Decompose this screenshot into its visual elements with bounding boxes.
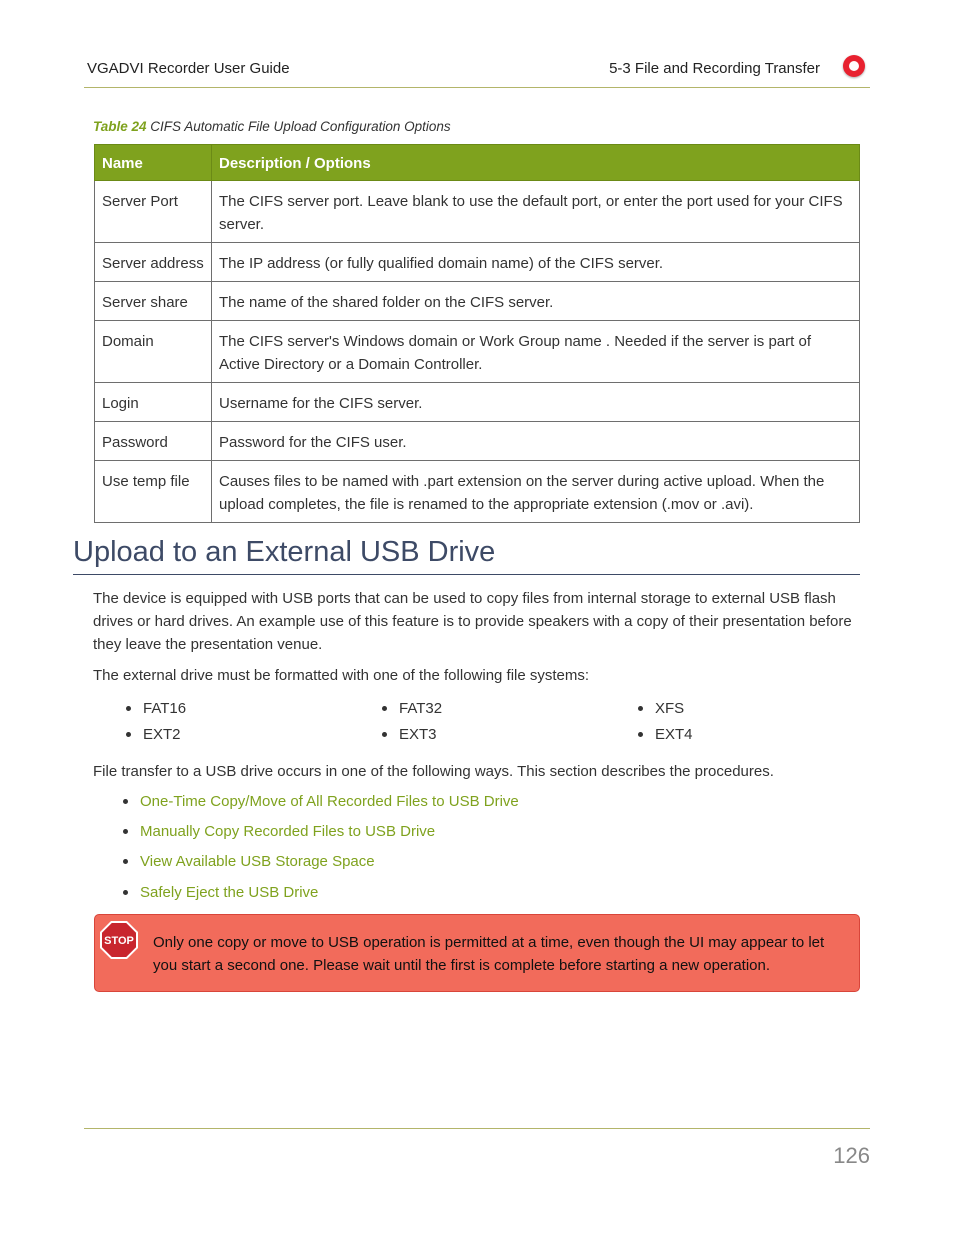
bullet-icon [382,706,387,711]
cell-name: Server share [95,282,212,321]
stop-sign-icon [99,920,139,960]
list-item [126,726,181,743]
list-item [123,884,318,901]
table-row [95,383,860,422]
table-row [95,461,860,523]
cell-name: Server Port [95,181,212,243]
cell-name: Login [95,383,212,422]
bullet-icon [638,732,643,737]
document-title: VGADVI Recorder User Guide [87,60,290,77]
cell-name: Password [95,422,212,461]
header-divider [84,87,870,88]
table-row [95,321,860,383]
cell-description: Causes files to be named with .part extension on the server during active upload. When the upload completes, the file is renamed to the appropriate extension (.mov or .avi). [212,461,860,523]
bullet-icon [638,706,643,711]
bullet-icon [123,799,128,804]
page-number: 126 [833,1143,870,1168]
cifs-options-table [94,144,860,523]
cell-description: The CIFS server port. Leave blank to use the default port, or enter the port used for your CIFS server. [212,181,860,243]
table-header-row [95,145,860,181]
table-caption-label: Table 24 [93,119,147,134]
bullet-icon [382,732,387,737]
link-storage-space[interactable]: View Available USB Storage Space [140,853,375,870]
list-item [123,823,435,840]
list-item [123,853,375,870]
cell-description: Username for the CIFS server. [212,383,860,422]
warning-text: Only one copy or move to USB operation is permitted at a time, even though the UI may appear to let you start a second one. Please wait until the first is complete before starting a new operation. [153,934,825,974]
stop-sign-text: STOP [104,935,134,947]
link-one-time-copy[interactable]: One-Time Copy/Move of All Recorded Files to USB Drive [140,793,519,810]
table-row [95,243,860,282]
table-caption-text: CIFS Automatic File Upload Configuration Options [146,119,451,134]
footer-divider [84,1128,870,1129]
table-row [95,181,860,243]
list-item-label: XFS [655,700,685,717]
section-heading: Upload to an External USB Drive [73,536,496,568]
list-item [638,726,693,743]
list-item-label: FAT32 [399,700,443,717]
column-header-description: Description / Options [212,145,860,181]
table-row [95,282,860,321]
cell-name: Use temp file [95,461,212,523]
cell-name: Domain [95,321,212,383]
bullet-icon [123,829,128,834]
column-header-name: Name [95,145,212,181]
list-item-label: FAT16 [143,700,187,717]
bullet-icon [123,890,128,895]
list-item-label: EXT4 [655,726,693,743]
list-item [126,700,186,717]
bullet-icon [123,859,128,864]
intro-paragraph: The device is equipped with USB ports that can be used to copy files from internal storage to external USB flash drives or hard drives. An example use of this feature is to provide speakers with a copy of their presentation before they leave the presentation venue. [93,590,852,653]
warning-box [94,914,860,992]
list-item [123,793,519,810]
cell-name: Server address [95,243,212,282]
cell-description: The name of the shared folder on the CIFS server. [212,282,860,321]
bullet-icon [126,706,131,711]
table-caption [93,119,451,134]
section-title: 5-3 File and Recording Transfer [609,60,820,77]
list-item [638,700,684,717]
list-item [382,726,437,743]
record-icon [843,55,865,77]
cell-description: The CIFS server's Windows domain or Work Group name . Needed if the server is part of Active Directory or a Domain Controller. [212,321,860,383]
format-note: The external drive must be formatted with one of the following file systems: [93,667,590,684]
table-row [95,422,860,461]
bullet-icon [126,732,131,737]
cell-description: The IP address (or fully qualified domain name) of the CIFS server. [212,243,860,282]
cell-description: Password for the CIFS user. [212,422,860,461]
list-item-label: EXT3 [399,726,437,743]
link-manual-copy[interactable]: Manually Copy Recorded Files to USB Drive [140,823,436,840]
list-item [382,700,442,717]
list-item-label: EXT2 [143,726,181,743]
link-safely-eject[interactable]: Safely Eject the USB Drive [140,884,319,901]
heading-divider [73,574,860,575]
transfer-note: File transfer to a USB drive occurs in one of the following ways. This section describes the procedures. [93,763,774,780]
